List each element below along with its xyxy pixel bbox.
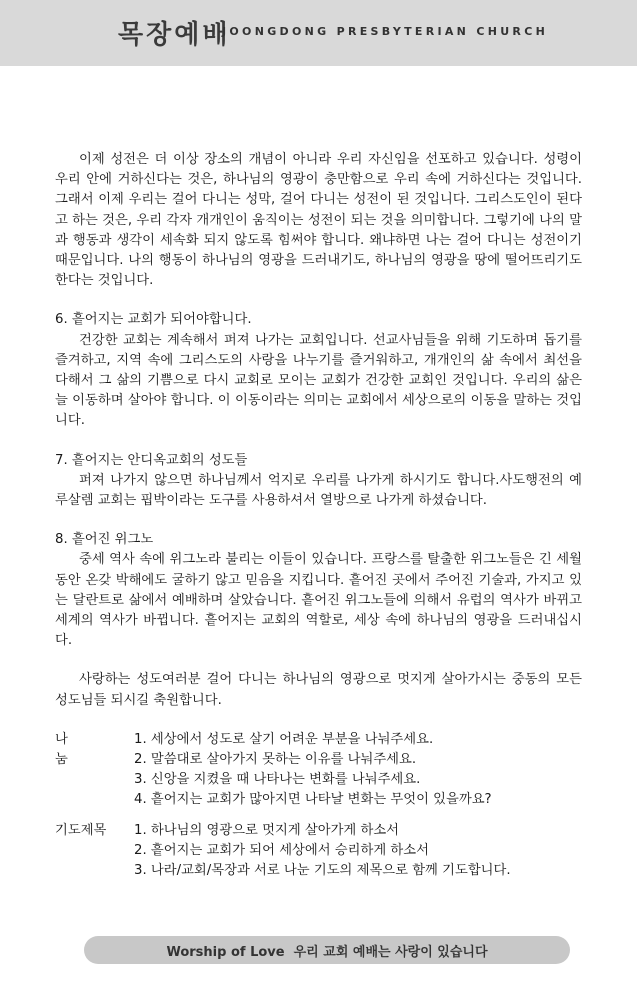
section-heading-7: 7. 흩어지는 안디옥교회의 성도들 [55,452,248,468]
closing-paragraph: 사랑하는 성도여러분 걸어 다니는 하나님의 영광으로 멋지게 살아가시는 중동의 모든 성도님들 되시길 축원합니다. [55,672,582,708]
prayer-item: 3. 나라/교회/목장과 서로 나눈 기도의 제목으로 함께 기도합니다. [134,863,511,879]
header-title: 목장예배 [118,20,231,50]
footer-text: Worship of Love 우리 교회 예배는 사랑이 있습니다 [166,944,488,960]
section-body-7: 퍼져 나가지 않으면 하나님께서 억지로 우리를 나가게 하시기도 합니다.사도행전의 예루살렘 교회는 핍박이라는 도구를 사용하셔서 열방으로 나가게 하셨습니다. [55,472,582,509]
prayer-item: 1. 하나님의 영광으로 멋지게 살아가게 하소서 [134,822,400,838]
prayer-label: 기도제목 [55,822,107,838]
sharing-block [55,730,582,811]
intro-paragraph: 이제 성전은 더 이상 장소의 개념이 아니라 우리 자신임을 선포하고 있습니다. 성령이 우리 안에 거하신다는 것은, 하나님의 영광이 충만함으로 우리 속에 거하신다는 것입니다. 그래서 이제 우리는 걸어 다니는 성막, 걸어 다니는 성전이 된 것입니다. 그리스도인이 된다고 하는 것은, 우리 각자 개개인이 움직이는 성전이 되는 것을 의미합니다. 그렇기에 나의 말과 행동과 생각이 세속화 되지 않도록 힘써야 합니다. 왜냐하면 나는 걸어 다니는 성전이기 때문입니다. 나의 행동이 하나님의 영광을 드러내기도, 하나님의 영광을 땅에 떨어뜨리기도 한다는 것입니다. [55,152,582,289]
sharing-label: 나눔 [55,731,106,768]
sharing-list [134,730,582,811]
section-body-8: 중세 역사 속에 위그노라 불리는 이들이 있습니다. 프랑스를 탈출한 위그노들은 긴 세월 동안 온갖 박해에도 굴하기 않고 믿음을 지킵니다. 흩어진 곳에서 주어진 기술과, 가지고 있는 달란트로 삶에서 예배하며 살았습니다. 흩어진 위그노들에 의해서 유럽의 역사가 바뀌고 세계의 역사가 바뀝니다. 흩어지는 교회의 역할로, 세상 속에 하나님의 영광을 드러내십시다. [55,552,582,649]
header-subtitle: JOONGDONG PRESBYTERIAN CHURCH [222,25,549,38]
sharing-item: 4. 흩어지는 교회가 많아지면 나타날 변화는 무엇이 있을까요? [134,792,492,808]
section-heading-8: 8. 흩어진 위그노 [55,532,154,548]
prayer-list [134,821,582,882]
footer-banner [84,936,570,964]
prayer-block [55,821,582,882]
sharing-item: 1. 세상에서 성도로 살기 어려운 부분을 나눠주세요. [134,731,434,747]
sharing-item: 2. 말씀대로 살아가지 못하는 이유를 나눠주세요. [134,752,417,768]
section-heading-6: 6. 흩어지는 교회가 되어야합니다. [55,312,252,328]
sharing-item: 3. 신앙을 지켰을 때 나타나는 변화를 나눠주세요. [134,772,421,788]
prayer-item: 2. 흩어지는 교회가 되어 세상에서 승리하게 하소서 [134,842,429,858]
sermon-content [55,150,582,881]
section-body-6: 건강한 교회는 계속해서 퍼져 나가는 교회입니다. 선교사님들을 위해 기도하며 돕기를 즐겨하고, 지역 속에 그리스도의 사랑을 나누기를 즐거워하고, 개개인의 삶 속에서 최선을 다해서 그 삶의 기쁨으로 다시 교회로 모이는 교회가 건강한 교회인 것입니다. 우리의 삶은 늘 이동하며 살아야 합니다. 이 이동이라는 의미는 교회에서 세상으로의 이동을 말하는 것입니다. [55,332,582,429]
page-header [0,0,637,66]
